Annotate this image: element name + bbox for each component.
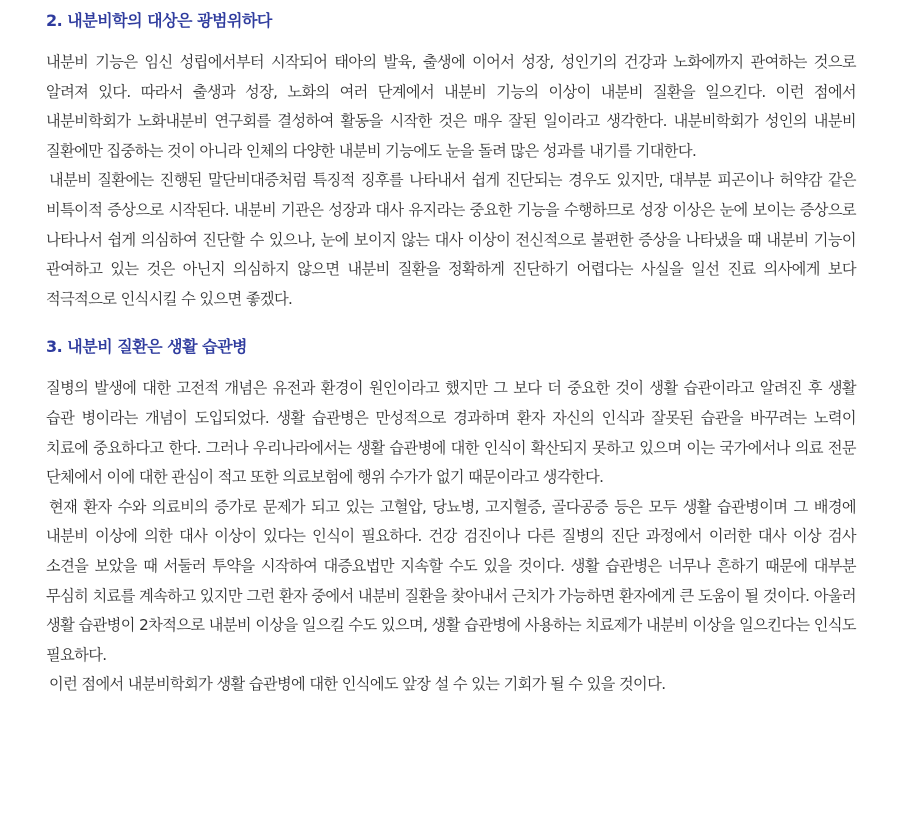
section-heading-lifestyle-disease: 3. 내분비 질환은 생활 습관병 [46,337,248,357]
paragraph-lifestyle-concept: 질병의 발생에 대한 고전적 개념은 유전과 환경이 원인이라고 했지만 그 보다 더 중요한 것이 생활 습관이라고 알려진 후 생활 습관 병이라는 개념이 도입되었다. 생활 습관병은 만성적으로 경과하며 환자 자신의 인식과 잘못된 습관을 바꾸려는 노력이 치료에 중요하다고 한다. 그러나 우리나라에서는 생활 습관병에 대한 인식이 확산되지 못하고 있으며 이는 국가에서나 의료 전문 단체에서 이에 대한 관심이 적고 또한 의료보험에 행위 수가가 없기 때문이라고 생각한다. [46,379,856,487]
paragraph-lifestyle-conclusion: 이런 점에서 내분비학회가 생활 습관병에 대한 인식에도 앞장 설 수 있는 기회가 될 수 있을 것이다. [49,675,666,694]
paragraph-lifestyle-metabolic: 현재 환자 수와 의료비의 증가로 문제가 되고 있는 고혈압, 당뇨병, 고지혈증, 골다공증 등은 모두 생활 습관병이며 그 배경에 내분비 이상에 의한 대사 이상이 있다는 인식이 필요하다. 건강 검진이나 다른 질병의 진단 과정에서 이러한 대사 이상 검사 소견을 보았을 때 서둘러 투약을 시작하여 대증요법만 지속할 수도 있을 것이다. 생활 습관병은 너무나 흔하기 때문에 대부분 무심히 치료를 계속하고 있지만 그런 환자 중에서 내분비 질환을 찾아내서 근치가 가능하면 환자에게 큰 도움이 될 것이다. 아울러 생활 습관병이 2차적으로 내분비 이상을 일으킬 수도 있으며, 생활 습관병에 사용하는 치료제가 내분비 이상을 일으킨다는 인식도 필요하다. [46,497,856,664]
paragraph-endocrine-disease-symptoms: 내분비 질환에는 진행된 말단비대증처럼 특징적 징후를 나타내서 쉽게 진단되는 경우도 있지만, 대부분 피곤이나 허약감 같은 비특이적 증상으로 시작된다. 내분비 기관은 성장과 대사 유지라는 중요한 기능을 수행하므로 성장 이상은 눈에 보이는 증상으로 나타나서 쉽게 의심하여 진단할 수 있으나, 눈에 보이지 않는 대사 이상이 전신적으로 불편한 증상을 나타냈을 때 내분비 기능이 관여하고 있는 것은 아닌지 의심하지 않으면 내분비 질환을 정확하게 진단하기 어렵다는 사실을 일선 진료 의사에게 보다 적극적으로 인식시킬 수 있으면 좋겠다. [46,171,856,308]
section-heading-endocrinology-scope: 2. 내분비학의 대상은 광범위하다 [46,11,272,30]
paragraph-endocrine-function: 내분비 기능은 임신 성립에서부터 시작되어 태아의 발육, 출생에 이어서 성장, 성인기의 건강과 노화에까지 관여하는 것으로 알려져 있다. 따라서 출생과 성장, 노화의 여러 단계에서 내분비 기능의 이상이 내분비 질환을 일으킨다. 이런 점에서 내분비학회가 노화내분비 연구회를 결성하여 활동을 시작한 것은 매우 잘된 일이라고 생각한다. 내분비학회가 성인의 내분비 질환에만 집중하는 것이 아니라 인체의 다양한 내분비 기능에도 눈을 돌려 많은 성과를 내기를 기대한다. [46,53,856,160]
